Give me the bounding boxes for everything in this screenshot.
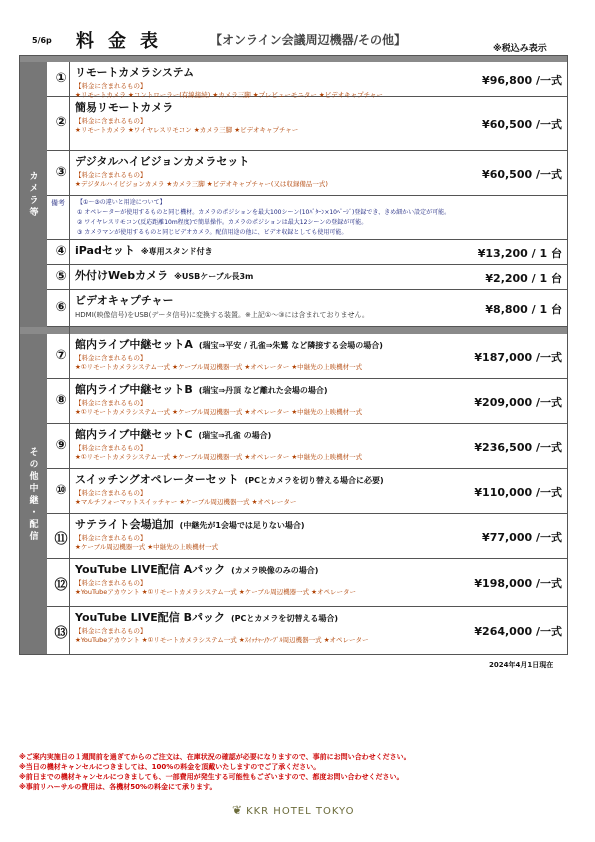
footnote: ※当日の機材キャンセルにつきましては、100%の料金を頂戴いたしますのでご了承ください。 [19,763,321,771]
item-description: HDMI(映像信号)をUSB(データ信号)に変換する装置。※上記①～③には含まれておりません。 [75,311,369,319]
includes-heading: 【料金に含まれるもの】 [75,117,147,125]
includes-list: ★マルチフォーマットスイッチャー ★ケーブル周辺機器一式 ★オペレーター [75,498,297,506]
item-price: ¥209,000 /一式 [474,396,562,409]
item-price: ¥60,500 /一式 [482,118,562,131]
table-row [47,290,568,327]
item-price: ¥236,500 /一式 [474,441,562,454]
includes-heading: 【料金に含まれるもの】 [75,534,147,542]
remarks-label: 備考 [51,199,65,207]
leaf-icon: ❦ [232,803,244,817]
table-row [47,334,568,379]
item-content [75,153,458,188]
table-row [47,151,568,196]
item-content [75,292,458,320]
item-price: ¥198,000 /一式 [474,577,562,590]
table-row [47,379,568,424]
item-price: ¥264,000 /一式 [474,625,562,638]
item-name [75,609,458,625]
item-name-text: サテライト会場追加 [75,518,174,531]
item-content [75,336,458,371]
includes-list: ★①リモートカメラシステム一式 ★ケーブル周辺機器一式 ★オペレーター ★中継先の上映機材一式 [75,453,363,461]
table-row [47,559,568,607]
item-name [75,267,458,283]
item-note: (瑞宝⇒平安 / 孔雀⇒朱鷺 など隣接する会場の場合) [198,341,383,350]
item-content [75,426,458,461]
item-name [75,516,458,532]
item-content [75,99,458,134]
table-row [47,265,568,290]
item-number: ② [55,115,67,130]
item-content [75,267,458,283]
item-name [75,561,458,577]
item-number: ⑥ [55,300,67,315]
item-name-text: スイッチングオペレーターセット [75,473,239,486]
section-camera-label: カメラ等 [19,62,47,327]
page-subtitle: 【オンライン会議周辺機器/その他】 [210,33,407,47]
item-price: ¥77,000 /一式 [482,531,562,544]
footnotes [19,752,411,792]
item-number: ⑤ [55,269,67,284]
item-number: ⑦ [55,348,67,363]
page-number: 5/6p [32,36,52,45]
item-content [75,381,458,416]
item-price: ¥60,500 /一式 [482,168,562,181]
footnote: ※ご案内実施日の１週間前を過ぎてからのご注文は、在庫状況の確認が必要になりますので、事前にお問い合わせください。 [19,753,411,761]
table-row [47,514,568,559]
remarks-line: ① オペレーターが使用するものと同じ機材。カメラのポジションを最大100シーン(10ﾊﾟﾀｰﾝ×10ﾍﾟｰｼﾞ)登録でき、きめ細かい設定が可能。 [77,209,451,216]
hotel-logo [232,803,355,817]
item-name-text: 外付けWebカメラ [75,269,169,282]
includes-heading: 【料金に含まれるもの】 [75,399,147,407]
item-name [75,153,458,169]
item-name [75,336,458,352]
item-number: ④ [55,244,67,259]
remarks-line: ② ワイヤレスリモコン(反応距離10m程度)で簡単操作。カメラのポジションは最大12シーンの登録が可能。 [77,219,368,226]
table-row [47,469,568,514]
section-top-bar [19,55,568,62]
item-note: (瑞宝⇒孔雀 の場合) [198,431,272,440]
item-name-text: ビデオキャプチャー [75,294,174,307]
item-content [75,242,458,258]
item-name-text: リモートカメラシステム [75,66,195,79]
item-name-text: 館内ライブ中継セットC [75,428,193,441]
includes-list: ★YouTubeアカウント ★①リモートカメラシステム一式 ★ｽｲｯﾁｬｰ/ｹｰﾌﾞﾙ周辺機器一式 ★オペレーター [75,636,369,644]
item-name-text: 館内ライブ中継セットB [75,383,193,396]
item-note: (PCとカメラを切り替える場合に必要) [244,476,384,485]
includes-heading: 【料金に含まれるもの】 [75,444,147,452]
item-name-text: iPadセット [75,244,135,257]
remarks-line: ③ カメラマンが使用するものと同じビデオカメラ。配信用途の他に、ビデオ収録としても使用可能。 [77,229,348,236]
table-row [47,607,568,655]
includes-heading: 【料金に含まれるもの】 [75,579,147,587]
includes-heading: 【料金に含まれるもの】 [75,489,147,497]
item-price: ¥13,200 / 1 台 [477,247,562,260]
item-number: ⑨ [55,438,67,453]
footnote: ※事前リハーサルの費用は、各機材50%の料金にて承ります。 [19,783,217,791]
remarks-line: 【①～③の違いと用途について】 [77,199,166,206]
item-note: (カメラ映像のみの場合) [231,566,319,575]
section-mid-bar [19,327,568,334]
item-content [75,64,458,99]
includes-list: ★リモートカメラ ★ワイヤレスリモコン ★カメラ三脚 ★ビデオキャプチャー [75,126,299,134]
item-number: ③ [55,165,67,180]
includes-heading: 【料金に含まれるもの】 [75,171,147,179]
item-note: ※USBケーブル長3m [174,272,254,281]
table-row [47,240,568,265]
includes-heading: 【料金に含まれるもの】 [75,82,147,90]
item-price: ¥187,000 /一式 [474,351,562,364]
includes-list: ★デジタルハイビジョンカメラ ★カメラ三脚 ★ビデオキャプチャー(又は収録備品一式) [75,180,328,188]
item-name-text: 簡易リモートカメラ [75,101,174,114]
tax-note: ※税込み表示 [493,44,547,54]
item-name-text: YouTube LIVE配信 Bパック [75,611,225,624]
includes-list: ★①リモートカメラシステム一式 ★ケーブル周辺機器一式 ★オペレーター ★中継先の上映機材一式 [75,408,363,416]
item-name [75,64,458,80]
item-content [75,516,458,551]
column-divider [69,62,70,655]
item-note: (中継先が1会場では足りない場合) [179,521,305,530]
table-row [47,97,568,151]
item-name-text: YouTube LIVE配信 Aパック [75,563,226,576]
item-price: ¥110,000 /一式 [474,486,562,499]
includes-list: ★ケーブル周辺機器一式 ★中継先の上映機材一式 [75,543,219,551]
item-content [75,561,458,596]
item-number: ⑧ [55,393,67,408]
item-name [75,242,458,258]
item-content [75,609,458,644]
item-price: ¥96,800 /一式 [482,74,562,87]
item-number: ⑫ [54,578,68,593]
item-name [75,471,458,487]
item-number: ⑬ [54,626,68,641]
remarks-lines [77,198,450,238]
item-content [75,471,458,506]
item-name [75,381,458,397]
as-of-date: 2024年4月1日現在 [489,661,554,669]
item-name-text: デジタルハイビジョンカメラセット [75,155,250,168]
includes-list: ★リモートカメラ ★コントローラー(有線接続) ★カメラ三脚 ★プレビューモニター ★ビデオキャプチャー [75,91,383,99]
table-row [47,424,568,469]
section-relay-label: その他中継・配信 [19,334,47,655]
item-note: (PCとカメラを切替える場合) [230,614,339,623]
item-name [75,426,458,442]
includes-heading: 【料金に含まれるもの】 [75,354,147,362]
table-row [47,62,568,97]
item-number: ① [55,71,67,86]
includes-list: ★YouTubeアカウント ★①リモートカメラシステム一式 ★ケーブル周辺機器一式 ★オペレーター [75,588,357,596]
item-number: ⑩ [55,483,67,498]
item-price: ¥8,800 / 1 台 [485,303,562,316]
footnote: ※前日までの機材キャンセルにつきましても、一部費用が発生する可能性もございますので、都度お問い合わせください。 [19,773,404,781]
item-note: (瑞宝⇒丹頂 など離れた会場の場合) [198,386,328,395]
item-name-text: 館内ライブ中継セットA [75,338,193,351]
item-number: ⑪ [54,532,68,547]
includes-heading: 【料金に含まれるもの】 [75,627,147,635]
item-price: ¥2,200 / 1 台 [485,272,562,285]
item-note: ※専用スタンド付き [140,247,213,256]
logo-text: KKR HOTEL TOKYO [246,806,355,817]
remarks-box [47,196,568,240]
item-name [75,292,458,308]
includes-list: ★①リモートカメラシステム一式 ★ケーブル周辺機器一式 ★オペレーター ★中継先の上映機材一式 [75,363,363,371]
page-title: 料金表 [76,31,172,52]
item-name [75,99,458,115]
